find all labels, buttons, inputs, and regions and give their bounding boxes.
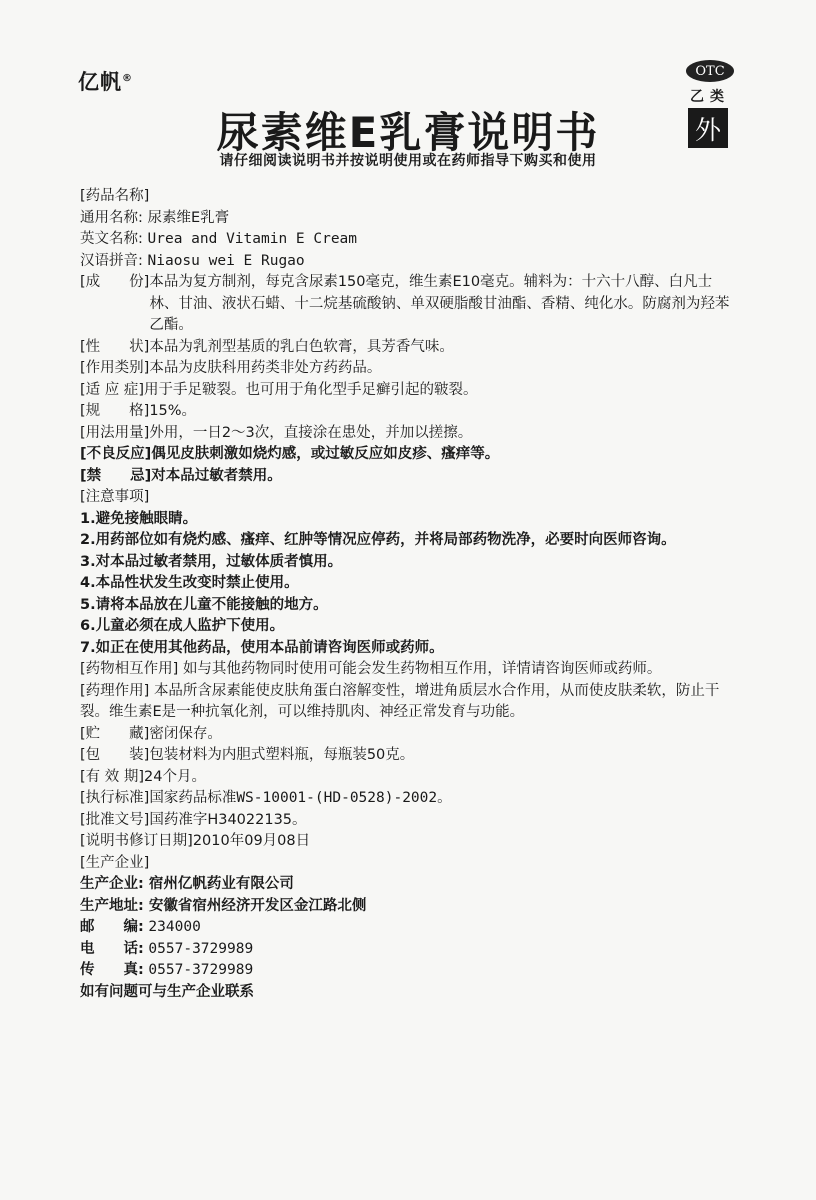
precaution-item: 5.请将本品放在儿童不能接触的地方。	[80, 596, 328, 613]
phone-value: 0557-3729989	[148, 940, 254, 957]
adverse-row	[80, 444, 740, 466]
interaction-paragraph	[80, 659, 740, 681]
approval-label: [批准文号]	[80, 811, 150, 828]
generic-name-value: 尿素维E乳膏	[147, 209, 230, 226]
storage-text: 密闭保存。	[149, 725, 222, 742]
properties-row	[80, 337, 740, 359]
validity-text: 24个月。	[144, 768, 206, 785]
ingredients-text: 本品为复方制剂，每克含尿素150毫克，维生素E10毫克。辅料为：十六十八醇、白凡士林、甘油、液状石蜡、十二烷基硫酸钠、单双硬脂酸甘油酯、香精、纯化水。防腐剂为羟苯乙酯。	[149, 274, 730, 333]
standard-label: [执行标准]	[80, 790, 150, 806]
postcode-row	[80, 917, 740, 939]
precaution-item: 4.本品性状发生改变时禁止使用。	[80, 575, 299, 591]
english-name-value: Urea and Vitamin E Cream	[147, 231, 358, 247]
generic-name-label: 通用名称:	[80, 209, 143, 226]
standard-text: 国家药品标准WS-10001-(HD-0528)-2002。	[149, 790, 452, 806]
fax-value: 0557-3729989	[148, 962, 254, 978]
postcode-value: 234000	[148, 919, 201, 935]
section-drug-name: [药品名称]	[80, 188, 150, 204]
properties-text: 本品为乳剂型基质的乳白色软膏，具芳香气味。	[149, 338, 454, 355]
spec-row	[80, 401, 740, 423]
phone-row	[80, 939, 740, 961]
standard-row	[80, 788, 740, 810]
pharmacology-label: [药理作用]	[80, 682, 150, 699]
section-company: [生产企业]	[80, 854, 150, 871]
external-use-badge: 外	[688, 108, 728, 148]
spec-label: [规 格]	[80, 403, 150, 419]
package-row	[80, 745, 740, 767]
postcode-label: 邮 编:	[80, 919, 144, 935]
page-subtitle: 请仔细阅读说明书并按说明使用或在药师指导下购买和使用	[219, 153, 597, 169]
precaution-item: 6.儿童必须在成人监护下使用。	[80, 618, 285, 634]
company-address-row	[80, 896, 740, 918]
precaution-item: 1.避免接触眼睛。	[80, 510, 198, 527]
validity-row	[80, 767, 740, 789]
category-text: 本品为皮肤科用药类非处方药药品。	[149, 360, 382, 376]
package-label: [包 装]	[80, 747, 150, 763]
company-address-label: 生产地址:	[80, 897, 144, 914]
category-row	[80, 358, 740, 380]
properties-label: [性 状]	[80, 338, 150, 355]
storage-label: [贮 藏]	[80, 725, 150, 742]
contact-note: 如有问题可与生产企业联系	[80, 983, 254, 1000]
validity-label: [有 效 期]	[80, 768, 145, 785]
fax-row	[80, 960, 740, 982]
fax-label: 传 真:	[80, 962, 144, 978]
adverse-text: 偶见皮肤刺激如烧灼感，或过敏反应如皮疹、瘙痒等。	[151, 446, 500, 462]
section-precautions: [注意事项]	[80, 489, 150, 505]
pinyin-label: 汉语拼音:	[80, 252, 143, 269]
storage-row	[80, 724, 740, 746]
dosage-text: 外用，一日2～3次，直接涂在患处，并加以搓擦。	[149, 424, 473, 441]
interaction-label: [药物相互作用]	[80, 661, 179, 677]
pinyin-value: Niaosu wei E Rugao	[147, 252, 305, 269]
interaction-text: 如与其他药物同时使用可能会发生药物相互作用，详情请咨询医师或药师。	[182, 661, 662, 677]
contra-label: [禁 忌]	[80, 467, 152, 484]
company-name-row	[80, 874, 740, 896]
pinyin-row	[80, 251, 740, 273]
revised-row	[80, 831, 740, 853]
english-name-label: 英文名称:	[80, 231, 143, 247]
otc-badge: OTC	[686, 60, 734, 82]
dosage-label: [用法用量]	[80, 424, 150, 441]
indications-text: 用于手足皲裂。也可用于角化型手足癣引起的皲裂。	[144, 381, 478, 398]
pharmacology-paragraph	[80, 681, 740, 724]
adverse-label: [不良反应]	[80, 446, 152, 462]
package-text: 包装材料为内胆式塑料瓶，每瓶装50克。	[149, 747, 415, 763]
approval-row	[80, 810, 740, 832]
page-title: 尿素维E乳膏说明书	[216, 108, 600, 157]
contra-row	[80, 466, 740, 488]
registered-mark: ®	[122, 73, 133, 84]
company-address-value: 安徽省宿州经济开发区金江路北侧	[148, 897, 367, 914]
revised-label: [说明书修订日期]	[80, 833, 193, 849]
phone-label: 电 话:	[80, 940, 144, 957]
pharmacology-text: 本品所含尿素能使皮肤角蛋白溶解变性，增进角质层水合作用，从而使皮肤柔软，防止干裂。维生素E是一种抗氧化剂，可以维持肌肉、神经正常发育与功能。	[80, 682, 720, 720]
precaution-item: 3.对本品过敏者禁用，过敏体质者慎用。	[80, 553, 343, 570]
precaution-item: 7.如正在使用其他药品，使用本品前请咨询医师或药师。	[80, 639, 444, 656]
spec-text: 15%。	[149, 403, 197, 419]
generic-name-row	[80, 208, 740, 230]
ingredients-row	[80, 272, 740, 337]
revised-text: 2010年09月08日	[192, 833, 311, 849]
brand-name: 亿帆	[78, 70, 122, 94]
category-label: [作用类别]	[80, 360, 150, 376]
company-name-value: 宿州亿帆药业有限公司	[148, 876, 294, 892]
indications-row	[80, 380, 740, 402]
leaflet-body	[80, 186, 740, 1003]
indications-label: [适 应 症]	[80, 381, 145, 398]
approval-text: 国药准字H34022135。	[149, 811, 307, 828]
precaution-item: 2.用药部位如有烧灼感、瘙痒、红肿等情况应停药，并将局部药物洗净，必要时向医师咨询。	[80, 532, 676, 548]
dosage-row	[80, 423, 740, 445]
contra-text: 对本品过敏者禁用。	[151, 467, 282, 484]
english-name-row	[80, 229, 740, 251]
company-name-label: 生产企业:	[80, 876, 144, 892]
ingredients-label: [成 份]	[80, 274, 150, 290]
brand-logo	[78, 66, 133, 96]
otc-class-label: 乙类	[690, 89, 730, 105]
